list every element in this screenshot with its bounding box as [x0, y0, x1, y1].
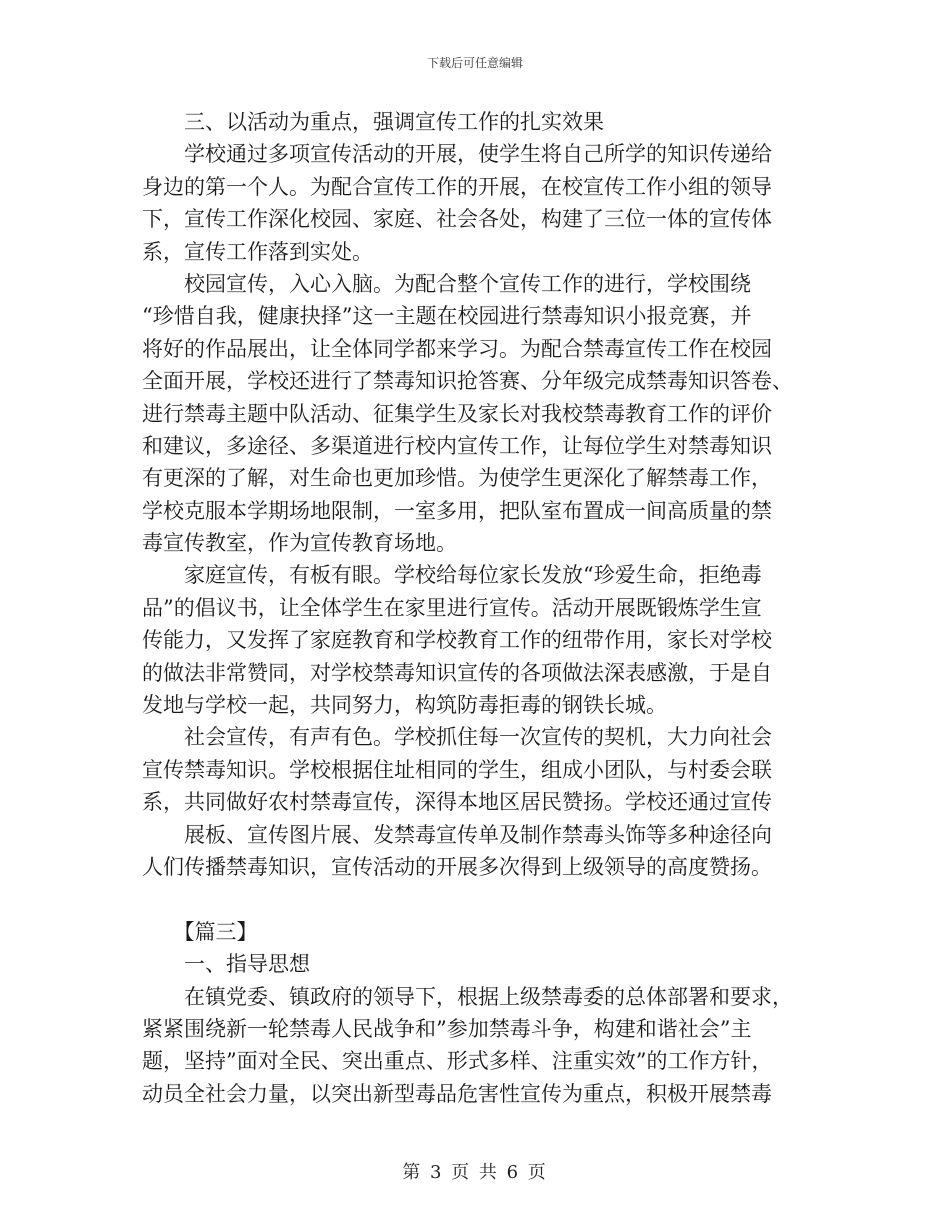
page-footer: 第 3 页 共 6 页	[402, 1162, 548, 1183]
text-line: 紧紧围绕新一轮禁毒人民战争和”参加禁毒斗争，构建和谐社会”主	[142, 1016, 752, 1041]
text-line: 全面开展，学校还进行了禁毒知识抢答赛、分年级完成禁毒知识答卷、	[142, 369, 793, 394]
text-line: 在镇党委、镇政府的领导下，根据上级禁毒委的总体部署和要求，	[142, 984, 793, 1009]
text-line: 进行禁毒主题中队活动、征集学生及家长对我校禁毒教育工作的评价	[142, 401, 772, 426]
text-line: 学校克服本学期场地限制，一室多用，把队室布置成一间高质量的禁	[142, 498, 772, 523]
text-line: 传能力，又发挥了家庭教育和学校教育工作的纽带作用，家长对学校	[142, 628, 772, 653]
text-line: “珍惜自我，健康抉择”这一主题在校园进行禁毒知识小报竞赛，并	[142, 304, 752, 329]
text-line: 动员全社会力量，以突出新型毒品危害性宣传为重点，积极开展禁毒	[142, 1081, 772, 1106]
text-line: 题，坚持”面对全民、突出重点、形式多样、注重实效”的工作方针，	[142, 1049, 773, 1074]
text-line: 家庭宣传，有板有眼。学校给每位家长发放“珍爱生命，拒绝毒	[142, 563, 762, 588]
text-line: 的做法非常赞同，对学校禁毒知识宣传的各项做法深表感激，于是自	[142, 660, 772, 685]
text-line: 人们传播禁毒知识，宣传活动的开展多次得到上级领导的高度赞扬。	[142, 854, 772, 879]
text-line: 身边的第一个人。为配合宣传工作的开展，在校宣传工作小组的领导	[142, 174, 772, 199]
text-line: 毒宣传教室，作为宣传教育场地。	[142, 531, 457, 556]
text-line: 系，宣传工作落到实处。	[142, 239, 373, 264]
text-line: 品”的倡议书，让全体学生在家里进行宣传。活动开展既锻炼学生宣	[142, 595, 762, 620]
text-line: 宣传禁毒知识。学校根据住址相同的学生，组成小团队，与村委会联	[142, 757, 772, 782]
text-line: 系，共同做好农村禁毒宣传，深得本地区居民赞扬。学校还通过宣传	[142, 790, 772, 815]
document-body	[142, 106, 810, 1110]
paragraph-gap	[142, 883, 810, 915]
text-line: 有更深的了解，对生命也更加珍惜。为使学生更深化了解禁毒工作，	[142, 466, 772, 491]
subsection-heading: 一、指导思想	[142, 952, 310, 977]
text-line: 展板、宣传图片展、发禁毒宣传单及制作禁毒头饰等多种途径向	[142, 822, 772, 847]
text-line: 将好的作品展出，让全体同学都来学习。为配合禁毒宣传工作在校园	[142, 336, 772, 361]
text-line: 下，宣传工作深化校园、家庭、社会各处，构建了三位一体的宣传体	[142, 207, 772, 232]
text-line: 校园宣传，入心入脑。为配合整个宣传工作的进行，学校围绕	[142, 271, 751, 296]
text-line: 发地与学校一起，共同努力，构筑防毒拒毒的钢铁长城。	[142, 693, 667, 718]
section-heading: 【篇三】	[142, 919, 258, 944]
text-line: 和建议，多途径、多渠道进行校内宣传工作，让每位学生对禁毒知识	[142, 433, 772, 458]
page-header: 下载后可任意编辑	[426, 56, 523, 70]
text-line: 社会宣传，有声有色。学校抓住每一次宣传的契机，大力向社会	[142, 725, 772, 750]
text-line: 三、以活动为重点，强调宣传工作的扎实效果	[142, 110, 604, 134]
text-line: 学校通过多项宣传活动的开展，使学生将自己所学的知识传递给	[142, 142, 772, 167]
